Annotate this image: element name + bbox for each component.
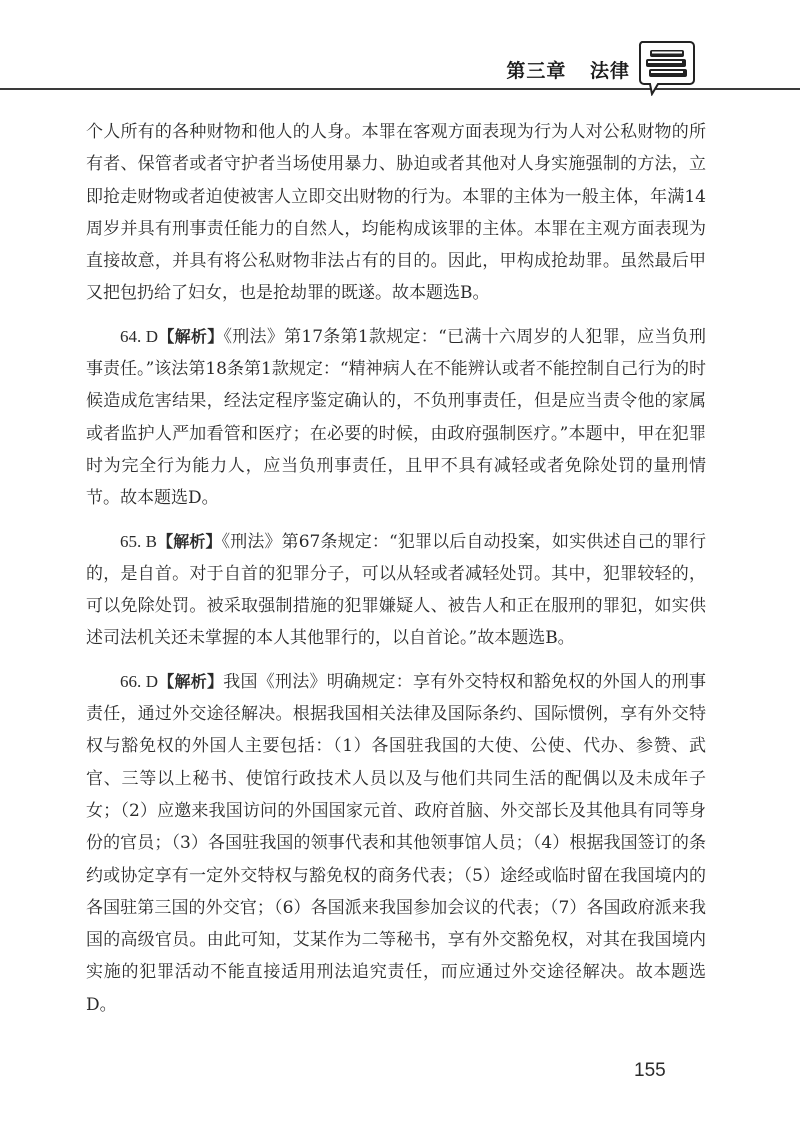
chapter-number: 第三章 [506, 60, 567, 82]
answer-66-text: 我国《刑法》明确规定：享有外交特权和豁免权的外国人的刑事责任，通过外交途径解决。根据我国相关法律及国际条约、国际惯例，享有外交特权与豁免权的外国人主要包括：（1）各国驻我国的大使、公使、代办、参赞、武官、三等以上秘书、使馆行政技术人员以及与他们共同生活的配偶以及未成年子女；（2）应邀来我国访问的外国国家元首、政府首脑、外交部长及其他具有同等身份的官员；（3）各国驻我国的领事代表和其他领事馆人员；（4）根据我国签订的条约或协定享有一定外交特权与豁免权的商务代表；（5）途经或临时留在我国境内的各国驻第三国的外交官；（6）各国派来我国参加会议的代表；（7）各国政府派来我国的高级官员。由此可知，艾某作为二等秘书，享有外交豁免权，对其在我国境内实施的犯罪活动不能直接适用刑法追究责任，而应通过外交途径解决。故本题选D。 [86, 671, 706, 1015]
book-stack-icon [638, 40, 696, 96]
answer-66 [86, 666, 706, 1021]
answer-65-text: 《刑法》第67条规定：“犯罪以后自动投案，如实供述自己的罪行的，是自首。对于自首的犯罪分子，可以从轻或者减轻处罚。其中，犯罪较轻的，可以免除处罚。被采取强制措施的犯罪嫌疑人、被告人和正在服刑的罪犯，如实供述司法机关还未掌握的本人其他罪行的，以自首论。”故本题选B。 [86, 531, 706, 649]
answer-64-text: 《刑法》第17条第1款规定：“已满十六周岁的人犯罪，应当负刑事责任。”该法第18条第1款规定：“精神病人在不能辨认或者不能控制自己行为的时候造成危害结果，经法定程序鉴定确认的，不负刑事责任，但是应当责令他的家属或者监护人严加看管和医疗；在必要的时候，由政府强制医疗。”本题中，甲在犯罪时为完全行为能力人，应当负刑事责任，且甲不具有减轻或者免除处罚的量刑情节。故本题选D。 [86, 326, 706, 509]
answer-66-number: 66. D [120, 671, 159, 691]
answer-64-number: 64. D [120, 326, 159, 346]
paragraph-continuation: 个人所有的各种财物和他人的人身。本罪在客观方面表现为行为人对公私财物的所有者、保管者或者守护者当场使用暴力、胁迫或者其他对人身实施强制的方法，立即抢走财物或者迫使被害人立即交出财物的行为。本罪的主体为一般主体，年满14周岁并具有刑事责任能力的自然人，均能构成该罪的主体。本罪在主观方面表现为直接故意，并具有将公私财物非法占有的目的。因此，甲构成抢劫罪。虽然最后甲又把包扔给了妇女，也是抢劫罪的既遂。故本题选B。 [86, 122, 706, 304]
chapter-heading [506, 56, 630, 83]
answer-content [86, 116, 706, 1032]
analysis-tag: 【解析】 [158, 671, 224, 691]
chapter-title: 法律 [589, 60, 630, 82]
answer-65-number: 65. B [120, 531, 157, 551]
analysis-tag: 【解析】 [158, 326, 224, 346]
analysis-tag: 【解析】 [156, 531, 222, 551]
answer-64 [86, 321, 706, 515]
page-number: 155 [634, 1060, 666, 1081]
page-header [0, 0, 800, 100]
answer-65 [86, 526, 706, 655]
